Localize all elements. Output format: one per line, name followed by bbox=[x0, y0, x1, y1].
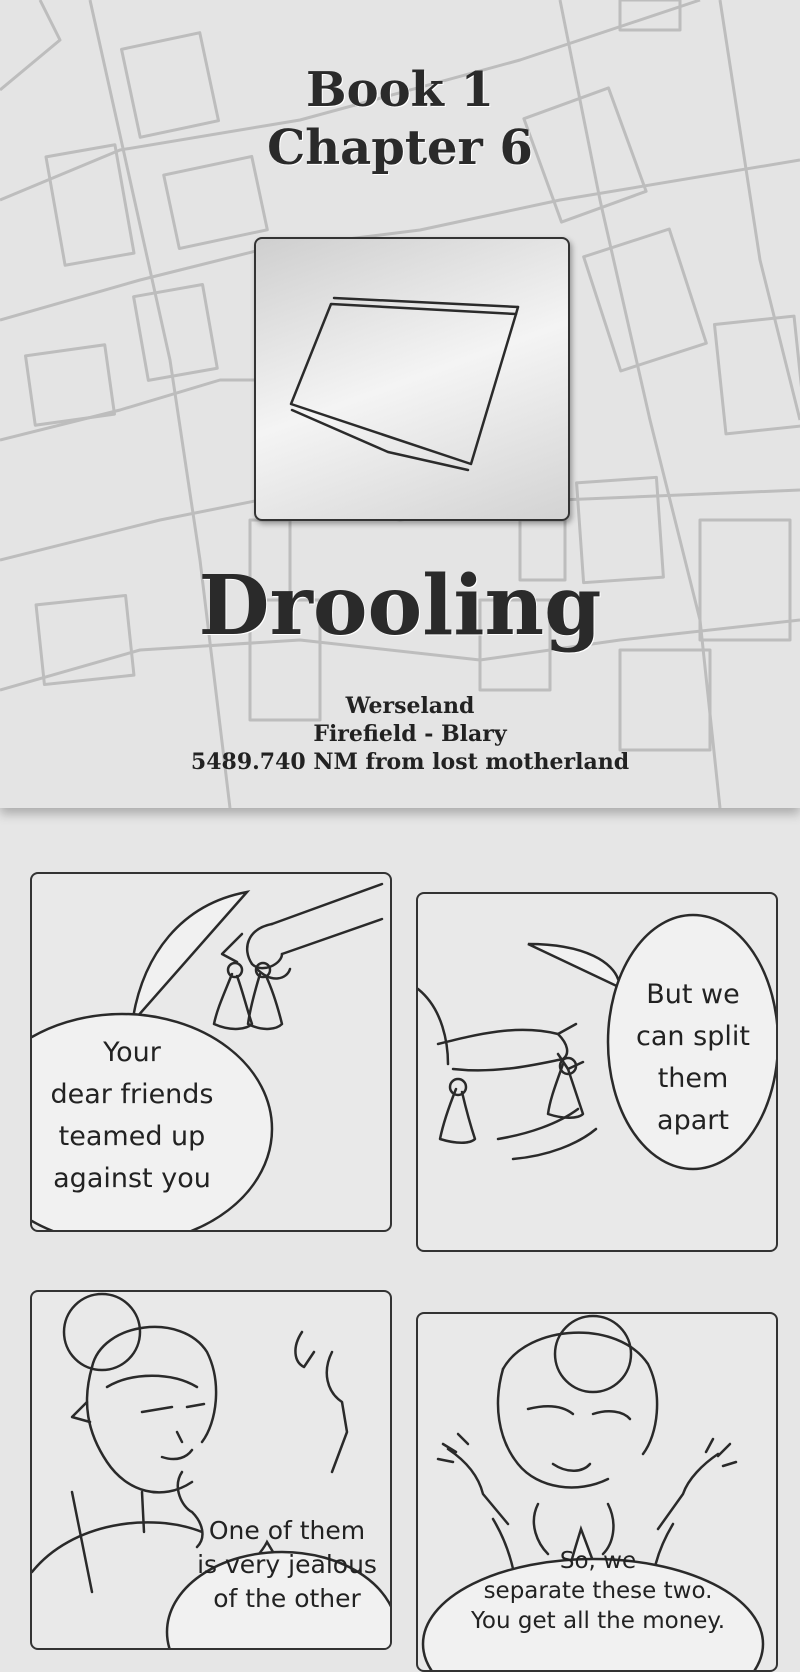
chapter-cover bbox=[0, 0, 800, 808]
comic-panel-4 bbox=[416, 1312, 778, 1672]
speech-bubble-2: But we can split them apart bbox=[636, 979, 750, 1136]
paper-sheet-drawing bbox=[256, 239, 568, 519]
speech-bubble-4: So, we separate these two. You get all the money. bbox=[470, 1548, 726, 1634]
location-region: Werseland bbox=[345, 693, 475, 719]
chapter-image-frame bbox=[254, 237, 570, 521]
location-place: Firefield - Blary bbox=[313, 721, 507, 747]
speech-bubble-3: One of them is very jealous of the other bbox=[197, 1516, 377, 1613]
book-number: Book 1 bbox=[306, 62, 494, 118]
comic-panel-3 bbox=[30, 1290, 392, 1650]
chapter-title: Drooling bbox=[198, 558, 602, 654]
comic-panel-1 bbox=[30, 872, 392, 1232]
chapter-number: Chapter 6 bbox=[267, 120, 533, 176]
comic-panel-2 bbox=[416, 892, 778, 1252]
location-distance: 5489.740 NM from lost motherland bbox=[190, 749, 630, 775]
speech-bubble-1: Your dear friends teamed up against you bbox=[50, 1037, 214, 1194]
